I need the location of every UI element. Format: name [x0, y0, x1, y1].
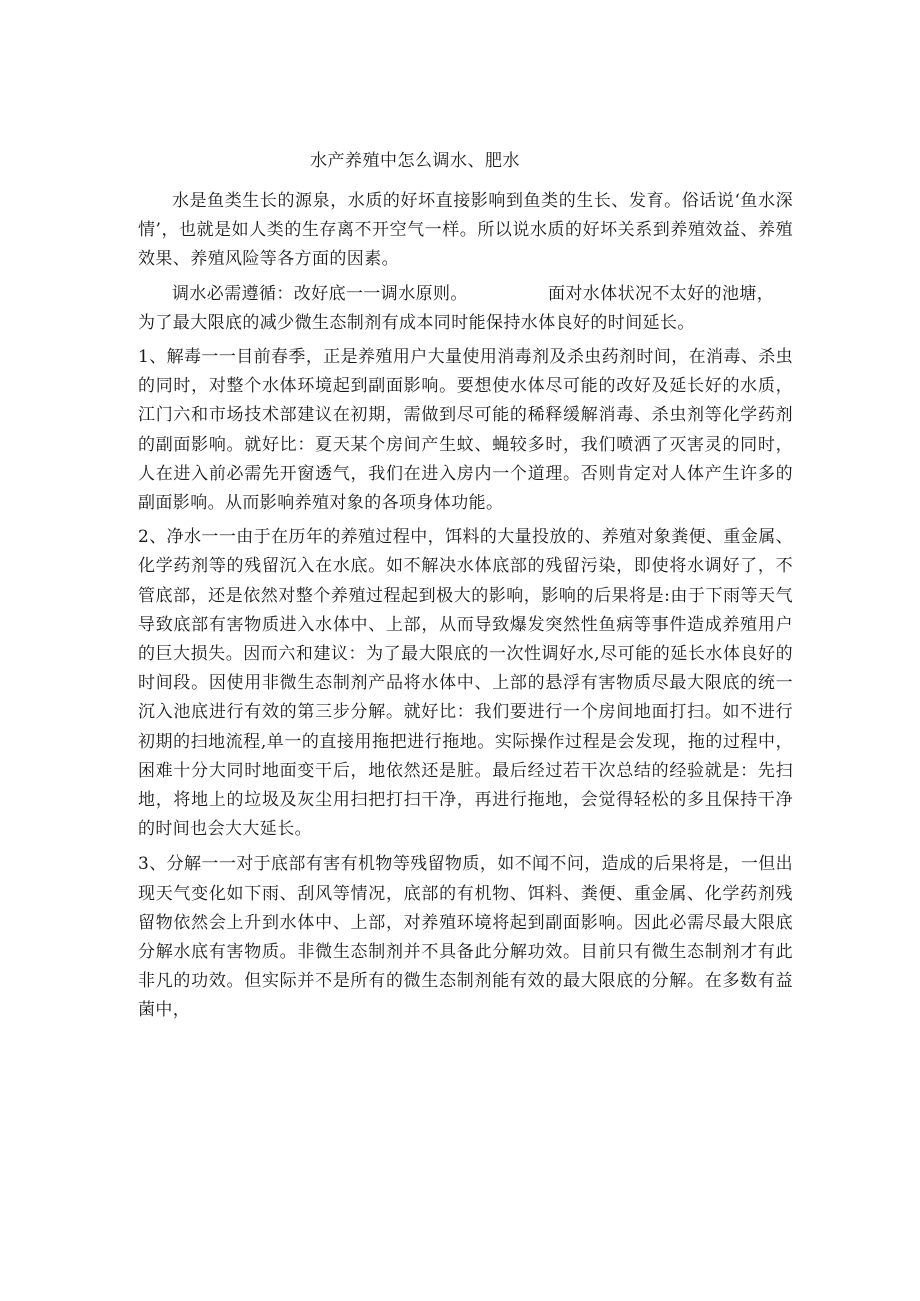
item-3-paragraph: 3、分解一一对于底部有害有机物等残留物质，如不闻不问，造成的后果将是，一但出现天气变化如下雨、刮风等情况，底部的有机物、饵料、粪便、重金属、化学药剂残留物依然会上升到水体中、上部，对养殖环境将起到副面影响。因此必需尽最大限底分解水底有害物质。非微生态制剂并不具备此分解功效。目前只有微生态制剂才有此非凡的功效。但实际并不是所有的微生态制剂能有效的最大限底的分解。在多数有益菌中，: [138, 854, 794, 1021]
document-title: 水产养殖中怎么调水、肥水: [310, 151, 520, 171]
principle-right-text: 面对水体状况不太好的池塘，: [548, 283, 775, 304]
principle-left-text: 调水必需遵循：改好底一一调水原则。: [172, 283, 468, 304]
intro-paragraph: 水是鱼类生长的源泉，水质的好坏直接影响到鱼类的生长、发育。俗话说‘鱼水深情’，也就是如人类的生存离不开空气一样。所以说水质的好坏关系到养殖效益、养殖效果、养殖风险等各方面的因素。: [138, 191, 793, 270]
document-body: [138, 187, 793, 1031]
item-1-paragraph: 1、解毒一一目前春季，正是养殖用户大量使用消毒剂及杀虫药剂时间，在消毒、杀虫的同时，对整个水体环境起到副面影响。要想使水体尽可能的改好及延长好的水质，江门六和市场技术部建议在初期，需做到尽可能的稀释缓解消毒、杀虫剂等化学药剂的副面影响。就好比：夏天某个房间产生蚊、蝇较多时，我们喷洒了灭害灵的同时，人在进入前必需先开窗透气，我们在进入房内一个道理。否则肯定对人体产生许多的副面影响。从而影响养殖对象的各项身体功能。: [138, 347, 794, 514]
item-2-paragraph: 2、净水一一由于在历年的养殖过程中，饵料的大量投放的、养殖对象粪便、重金属、化学药剂等的残留沉入在水底。如不解决水体底部的残留污染，即使将水调好了，不管底部，还是依然对整个养殖过程起到极大的影响，影响的后果将是:由于下雨等天气导致底部有害物质进入水体中、上部，从而导致爆发突然性鱼病等事件造成养殖用户的巨大损失。因而六和建议：为了最大限底的一次性调好水,尽可能的延长水体良好的时间段。因使用非微生态制剂产品将水体中、上部的悬浮有害物质尽最大限底的统一沉入池底进行有效的第三步分解。就好比：我们要进行一个房间地面打扫。如不进行初期的扫地流程,单一的直接用拖把进行拖地。实际操作过程是会发现，拖的过程中，困难十分大同时地面变干后，地依然还是脏。最后经过若干次总结的经验就是：先扫地，将地上的垃圾及灰尘用扫把打扫干净，再进行拖地，会觉得轻松的多且保持干净的时间也会大大延长。: [138, 527, 794, 840]
principle-continuation: 为了最大限底的减少微生态制剂有成本同时能保持水体良好的时间延长。: [138, 312, 695, 333]
principle-paragraph: [138, 280, 793, 338]
